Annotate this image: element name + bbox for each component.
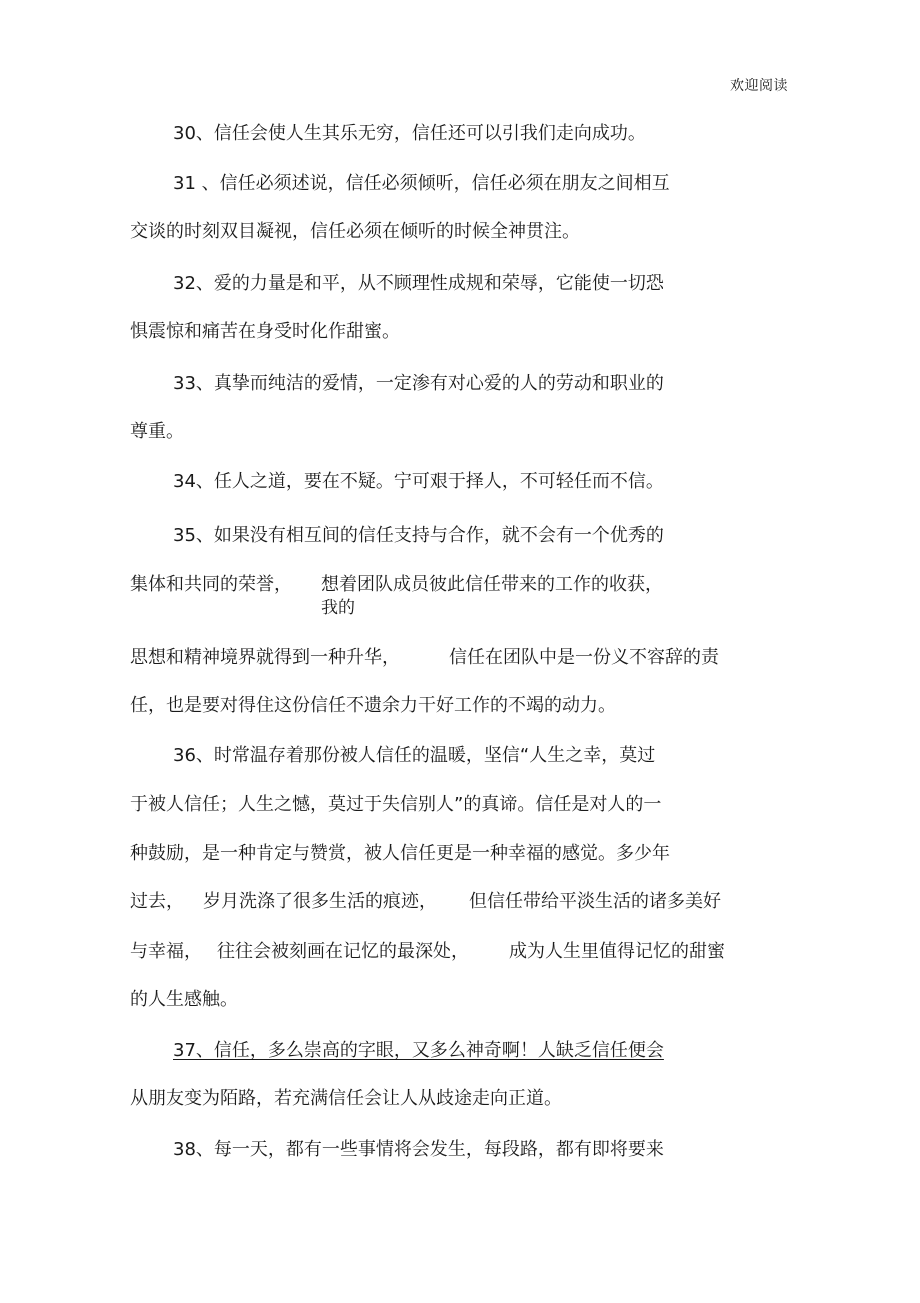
paragraph-37-line-1: 37、信任，多么崇高的字眼，又多么神奇啊！人缺乏信任便会 <box>173 1040 664 1061</box>
page-header: 欢迎阅读 <box>730 78 788 94</box>
paragraph-35-line-2-part-3: 我的 <box>321 598 355 618</box>
paragraph-36-line-4-part-1: 过去， <box>130 891 184 912</box>
paragraph-35-line-1: 35、如果没有相互间的信任支持与合作，就不会有一个优秀的 <box>173 525 664 546</box>
paragraph-32-line-2: 惧震惊和痛苦在身受时化作甜蜜。 <box>130 321 400 342</box>
paragraph-36-line-1: 36、时常温存着那份被人信任的温暖，坚信“人生之幸，莫过 <box>173 745 656 766</box>
paragraph-36-line-6: 的人生感触。 <box>130 989 238 1010</box>
paragraph-31-line-2: 交谈的时刻双目凝视，信任必须在倾听的时候全神贯注。 <box>130 221 580 242</box>
paragraph-36-line-4-part-3: 但信任带给平淡生活的诸多美好 <box>469 891 721 912</box>
paragraph-34: 34、任人之道，要在不疑。宁可艰于择人，不可轻任而不信。 <box>173 471 664 492</box>
paragraph-35-line-4: 任，也是要对得住这份信任不遗余力干好工作的不竭的动力。 <box>130 695 616 716</box>
paragraph-35-line-2-part-2: 想着团队成员彼此信任带来的工作的收获， <box>321 574 663 595</box>
paragraph-38-line-1: 38、每一天，都有一些事情将会发生，每段路，都有即将要来 <box>173 1139 664 1160</box>
paragraph-36-line-2: 于被人信任；人生之憾，莫过于失信别人”的真谛。信任是对人的一 <box>130 794 662 815</box>
paragraph-36-line-5-part-1: 与幸福， <box>130 941 202 962</box>
paragraph-30: 30、信任会使人生其乐无穷，信任还可以引我们走向成功。 <box>173 123 646 144</box>
paragraph-37-line-2: 从朋友变为陌路，若充满信任会让人从歧途走向正道。 <box>130 1088 562 1109</box>
paragraph-35-line-2-part-1: 集体和共同的荣誉， <box>130 574 292 595</box>
paragraph-33-line-1: 33、真挚而纯洁的爱情，一定渗有对心爱的人的劳动和职业的 <box>173 373 664 394</box>
paragraph-32-line-1: 32、爱的力量是和平，从不顾理性成规和荣辱，它能使一切恐 <box>173 273 664 294</box>
paragraph-35-line-3-part-1: 思想和精神境界就得到一种升华， <box>130 647 400 668</box>
paragraph-31-line-1: 31 、信任必须述说，信任必须倾听，信任必须在朋友之间相互 <box>173 173 670 194</box>
paragraph-36-line-3: 种鼓励，是一种肯定与赞赏，被人信任更是一种幸福的感觉。多少年 <box>130 843 670 864</box>
paragraph-35-line-3-part-2: 信任在团队中是一份义不容辞的责 <box>449 647 719 668</box>
paragraph-36-line-5-part-3: 成为人生里值得记忆的甜蜜 <box>509 941 725 962</box>
paragraph-36-line-4-part-2: 岁月洗涤了很多生活的痕迹， <box>203 891 437 912</box>
paragraph-36-line-5-part-2: 往往会被刻画在记忆的最深处， <box>217 941 469 962</box>
paragraph-33-line-2: 尊重。 <box>130 421 184 442</box>
